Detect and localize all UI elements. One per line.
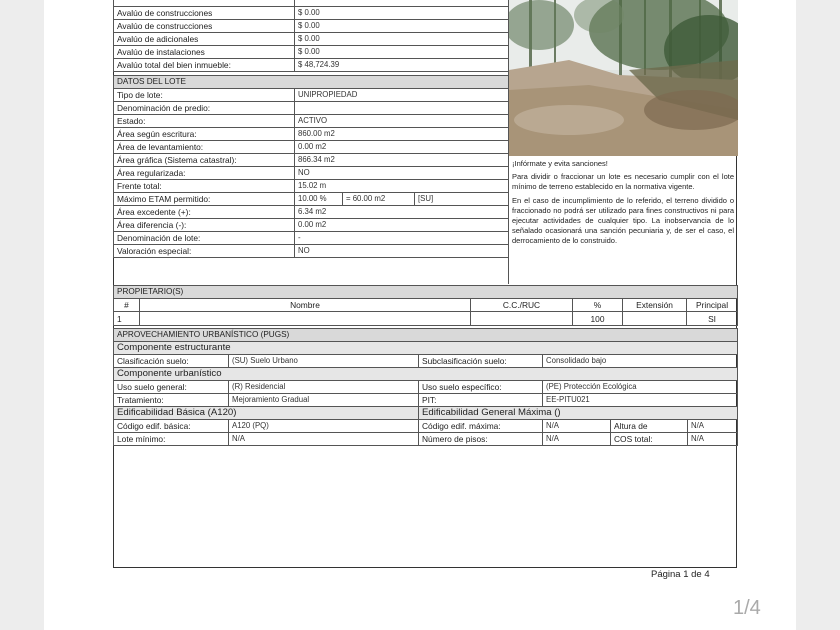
- field-value: 0.00 m2: [295, 219, 509, 232]
- field-value: -: [295, 232, 509, 245]
- notice-paragraph: En el caso de incumplimiento de lo referido, el terreno dividido o fraccionado no podrá ser utilizado para fines constructivos ni para ejecutar actividades de cualquier tipo. La inobservancia de lo señalado ocasionará una sanción pecuniaria y, de ser el caso, el derrocamiento de lo construido.: [512, 195, 734, 246]
- field-label: Número de pisos:: [419, 433, 543, 446]
- field-value: 860.00 m2: [295, 128, 509, 141]
- field-label: Avalúo de construcciones: [114, 20, 295, 33]
- section-title: PROPIETARIO(S): [114, 286, 738, 299]
- field-value: $ 0.00: [295, 20, 509, 33]
- field-label: Frente total:: [114, 180, 295, 193]
- section-header: [114, 286, 738, 299]
- table-row: [114, 206, 509, 219]
- subsection-header: [114, 368, 738, 381]
- table-cell: SI: [687, 312, 738, 326]
- field-label: Uso suelo general:: [114, 381, 229, 394]
- column-header: #: [114, 299, 140, 312]
- field-label: Máximo ETAM permitido:: [114, 193, 295, 206]
- table-cell: 1: [114, 312, 140, 326]
- table-row: [114, 381, 738, 394]
- notice-paragraph: Para dividir o fraccionar un lote es necesario cumplir con el lote mínimo de terreno establecido en la normativa vigente.: [512, 172, 734, 192]
- field-value: UNIPROPIEDAD: [295, 89, 509, 102]
- field-value: EE-PITU021: [543, 394, 738, 407]
- field-label: Código edif. máxima:: [419, 420, 543, 433]
- field-value: [295, 102, 509, 115]
- notice-panel: [508, 158, 737, 284]
- field-value: (PE) Protección Ecológica: [543, 381, 738, 394]
- table-row: [114, 245, 509, 258]
- table-row: [114, 46, 509, 59]
- field-value: A120 (PQ): [229, 420, 419, 433]
- subsection-title: Componente estructurante: [114, 342, 738, 355]
- table-header-row: [114, 299, 738, 312]
- field-label: Avalúo de adicionales: [114, 33, 295, 46]
- subsection-header: [114, 342, 738, 355]
- field-label: Avalúo total del bien inmueble:: [114, 59, 295, 72]
- table-row: [114, 433, 738, 446]
- table-row: [114, 394, 738, 407]
- field-label: Área gráfica (Sistema catastral):: [114, 154, 295, 167]
- table-row: [114, 219, 509, 232]
- field-value: 0.00 m2: [295, 141, 509, 154]
- appraisal-table: [113, 0, 509, 72]
- urban-use-table: [113, 328, 738, 446]
- field-label: Denominación de predio:: [114, 102, 295, 115]
- table-row: [114, 128, 509, 141]
- table-row: [114, 20, 509, 33]
- section-header: [114, 329, 738, 342]
- field-value: ACTIVO: [295, 115, 509, 128]
- table-row: [114, 89, 509, 102]
- table-row: [114, 33, 509, 46]
- table-row: [114, 7, 509, 20]
- column-header: Nombre: [140, 299, 471, 312]
- page-number-footer: Página 1 de 4: [651, 569, 710, 580]
- field-label: Valoración especial:: [114, 245, 295, 258]
- field-label: Estado:: [114, 115, 295, 128]
- subsection-title: Componente urbanístico: [114, 368, 738, 381]
- field-value: N/A: [229, 433, 419, 446]
- column-header: Principal: [687, 299, 738, 312]
- field-label: Avalúo de construcciones: [114, 7, 295, 20]
- field-value: 6.34 m2: [295, 206, 509, 219]
- table-row: [114, 420, 738, 433]
- table-cell: 100: [573, 312, 623, 326]
- field-value: Consolidado bajo: [543, 355, 738, 368]
- table-row: [114, 167, 509, 180]
- field-label: Tipo de lote:: [114, 89, 295, 102]
- table-cell: [140, 312, 471, 326]
- field-label: Clasificación suelo:: [114, 355, 229, 368]
- table-cell: [471, 312, 573, 326]
- field-label: COS total:: [611, 433, 688, 446]
- field-value: (R) Residencial: [229, 381, 419, 394]
- notice-title: ¡Infórmate y evita sanciones!: [512, 159, 608, 168]
- table-row: [114, 102, 509, 115]
- field-label: Área según escritura:: [114, 128, 295, 141]
- table-cell: [623, 312, 687, 326]
- field-value: $ 0.00: [295, 7, 509, 20]
- field-value: = 60.00 m2: [343, 193, 415, 206]
- field-value: 866.34 m2: [295, 154, 509, 167]
- table-row: [114, 355, 738, 368]
- field-label: Área regularizada:: [114, 167, 295, 180]
- field-value: N/A: [543, 420, 611, 433]
- field-value: N/A: [688, 420, 738, 433]
- table-row: [114, 154, 509, 167]
- field-label: Uso suelo específico:: [419, 381, 543, 394]
- field-label: Altura de: [611, 420, 688, 433]
- field-label: Lote mínimo:: [114, 433, 229, 446]
- field-value: N/A: [543, 433, 611, 446]
- field-label: Subclasificación suelo:: [419, 355, 543, 368]
- field-value: $ 48,724.39: [295, 59, 509, 72]
- field-value: 15.02 m: [295, 180, 509, 193]
- table-row: [114, 59, 509, 72]
- section-header: [114, 76, 509, 89]
- field-label: Área de levantamiento:: [114, 141, 295, 154]
- field-label: Área excedente (+):: [114, 206, 295, 219]
- table-row: [114, 141, 509, 154]
- field-value: N/A: [688, 433, 738, 446]
- field-label: Denominación de lote:: [114, 232, 295, 245]
- subsection-header: [114, 407, 738, 420]
- lote-table: [113, 75, 509, 258]
- table-row: [114, 193, 509, 206]
- table-row: [114, 180, 509, 193]
- field-value: (SU) Suelo Urbano: [229, 355, 419, 368]
- field-label: Tratamiento:: [114, 394, 229, 407]
- table-row: [114, 232, 509, 245]
- field-label: Área diferencia (-):: [114, 219, 295, 232]
- subsection-title: Edificabilidad Básica (A120): [114, 407, 419, 420]
- field-label: PIT:: [419, 394, 543, 407]
- page-indicator: 1/4: [733, 597, 761, 619]
- subsection-title: Edificabilidad General Máxima (): [419, 407, 738, 420]
- section-title: DATOS DEL LOTE: [114, 76, 509, 89]
- field-value: NO: [295, 167, 509, 180]
- field-label: Código edif. básica:: [114, 420, 229, 433]
- field-value: [SU]: [415, 193, 509, 206]
- section-title: APROVECHAMIENTO URBANÍSTICO (PUGS): [114, 329, 738, 342]
- lot-photo: [508, 0, 738, 156]
- column-header: %: [573, 299, 623, 312]
- field-value: NO: [295, 245, 509, 258]
- field-value: $ 0.00: [295, 46, 509, 59]
- field-value: Mejoramiento Gradual: [229, 394, 419, 407]
- table-row: [114, 312, 738, 326]
- field-value: $ 0.00: [295, 33, 509, 46]
- column-header: C.C./RUC: [471, 299, 573, 312]
- field-value: 10.00 %: [295, 193, 343, 206]
- field-label: Avalúo de instalaciones: [114, 46, 295, 59]
- table-row: [114, 115, 509, 128]
- column-header: Extensión: [623, 299, 687, 312]
- owners-table: [113, 285, 738, 326]
